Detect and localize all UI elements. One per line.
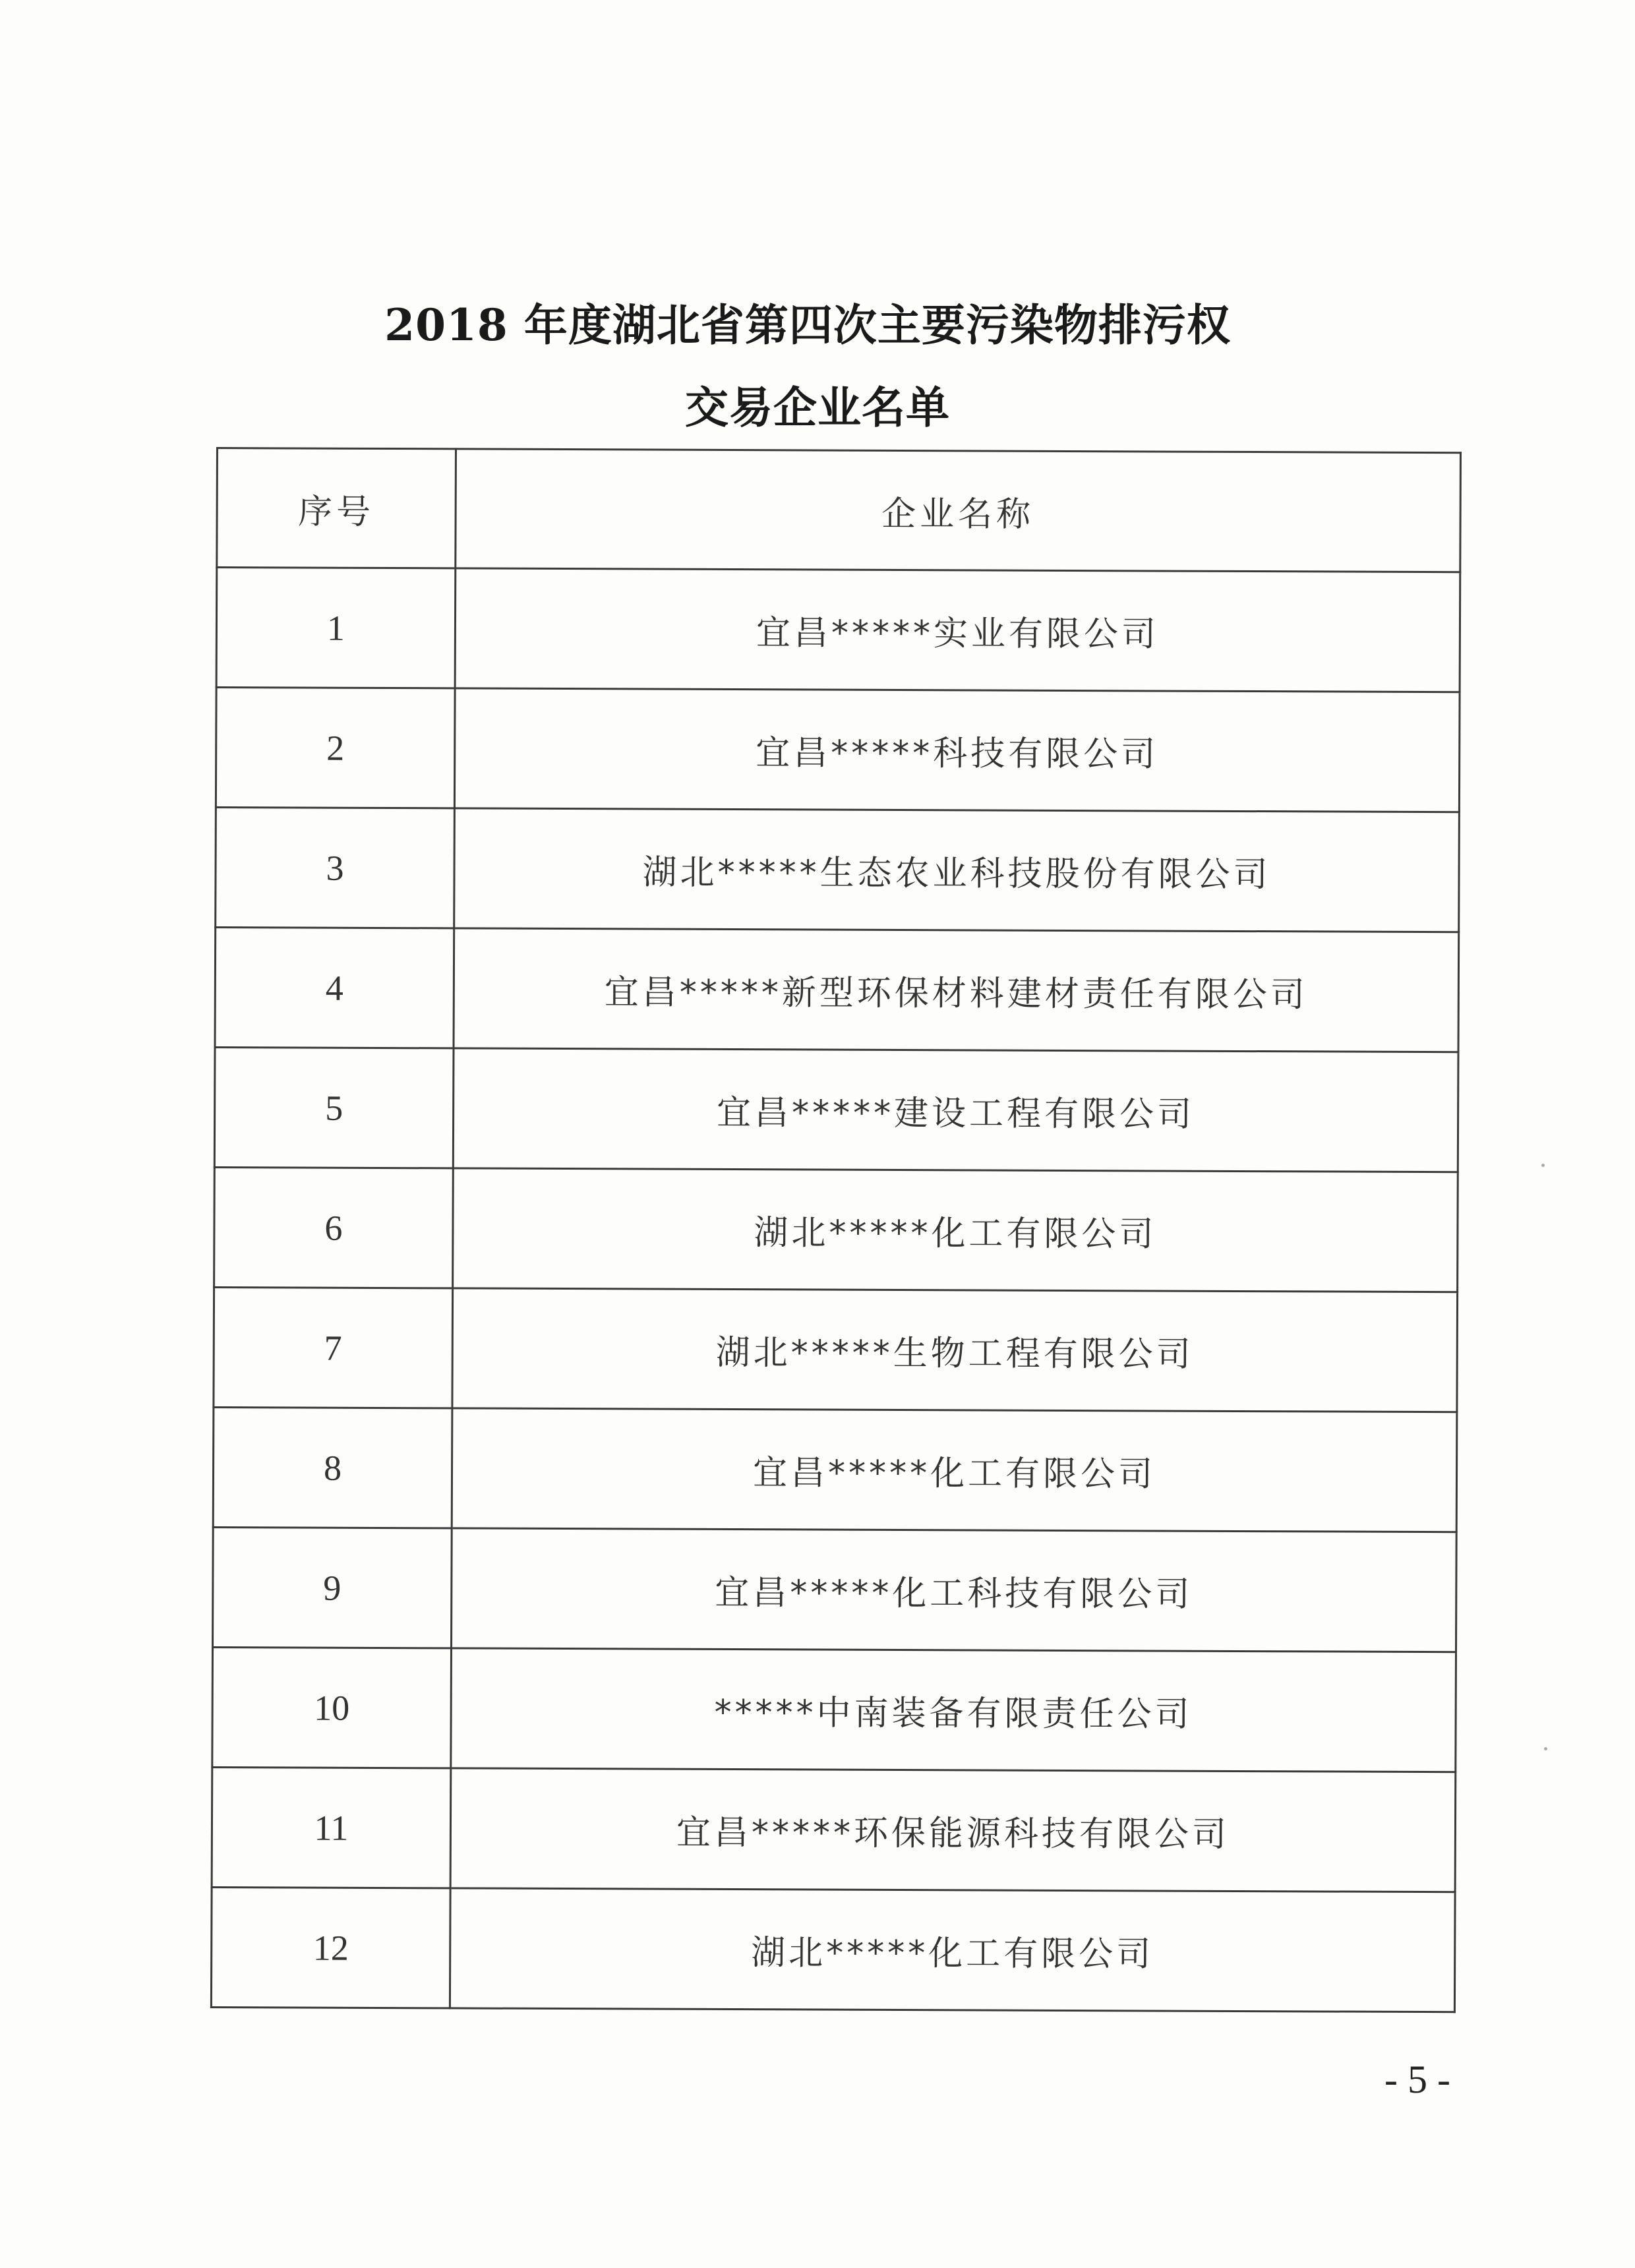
row-number: 10 xyxy=(212,1647,452,1768)
enterprise-name: 宜昌*****化工科技有限公司 xyxy=(452,1528,1457,1652)
row-number: 7 xyxy=(214,1287,453,1408)
enterprise-name: 宜昌*****新型环保材料建材责任有限公司 xyxy=(454,928,1459,1052)
row-number: 9 xyxy=(213,1527,452,1648)
table-row xyxy=(211,1887,1455,2012)
table-row xyxy=(213,1407,1457,1532)
table-row xyxy=(214,1167,1458,1292)
enterprise-name: 湖北*****化工有限公司 xyxy=(453,1168,1458,1292)
page-number: - 5 - xyxy=(1384,2058,1450,2101)
row-number: 11 xyxy=(212,1767,451,1888)
row-number: 1 xyxy=(216,568,456,688)
table-row xyxy=(216,568,1460,692)
enterprise-name: 宜昌*****实业有限公司 xyxy=(455,568,1460,692)
table-row xyxy=(214,1047,1458,1172)
table-row xyxy=(212,1767,1456,1892)
header-enterprise-name: 企业名称 xyxy=(456,449,1461,572)
enterprise-name: *****中南装备有限责任公司 xyxy=(451,1648,1456,1772)
table-header-row xyxy=(217,448,1461,572)
table-row xyxy=(216,808,1460,932)
row-number: 2 xyxy=(216,688,455,808)
row-number: 5 xyxy=(214,1047,454,1168)
document-title-line2: 交易企业名单 xyxy=(685,382,950,433)
row-number: 4 xyxy=(215,928,454,1048)
enterprise-name: 宜昌*****建设工程有限公司 xyxy=(453,1048,1458,1172)
table-row xyxy=(212,1647,1456,1772)
table-row xyxy=(213,1527,1457,1652)
enterprise-name: 湖北*****生物工程有限公司 xyxy=(452,1288,1458,1412)
enterprise-name: 湖北*****生态农业科技股份有限公司 xyxy=(454,808,1460,932)
table-row xyxy=(216,688,1460,812)
scan-speck xyxy=(1541,1164,1545,1167)
row-number: 6 xyxy=(214,1167,454,1288)
header-serial-number: 序号 xyxy=(217,448,456,568)
row-number: 8 xyxy=(213,1407,452,1528)
enterprise-name: 宜昌*****科技有限公司 xyxy=(454,688,1460,812)
enterprise-table xyxy=(210,447,1462,2013)
enterprise-name: 宜昌*****环保能源科技有限公司 xyxy=(450,1768,1456,1892)
enterprise-name: 宜昌*****化工有限公司 xyxy=(452,1408,1457,1532)
enterprise-name: 湖北*****化工有限公司 xyxy=(450,1888,1455,2012)
row-number: 3 xyxy=(216,808,455,928)
table-row xyxy=(215,928,1459,1052)
table-row xyxy=(214,1287,1458,1412)
row-number: 12 xyxy=(211,1887,450,2008)
scan-speck xyxy=(1544,1747,1547,1750)
document-title-line1: 2018 年度湖北省第四次主要污染物排污权 xyxy=(384,299,1231,351)
